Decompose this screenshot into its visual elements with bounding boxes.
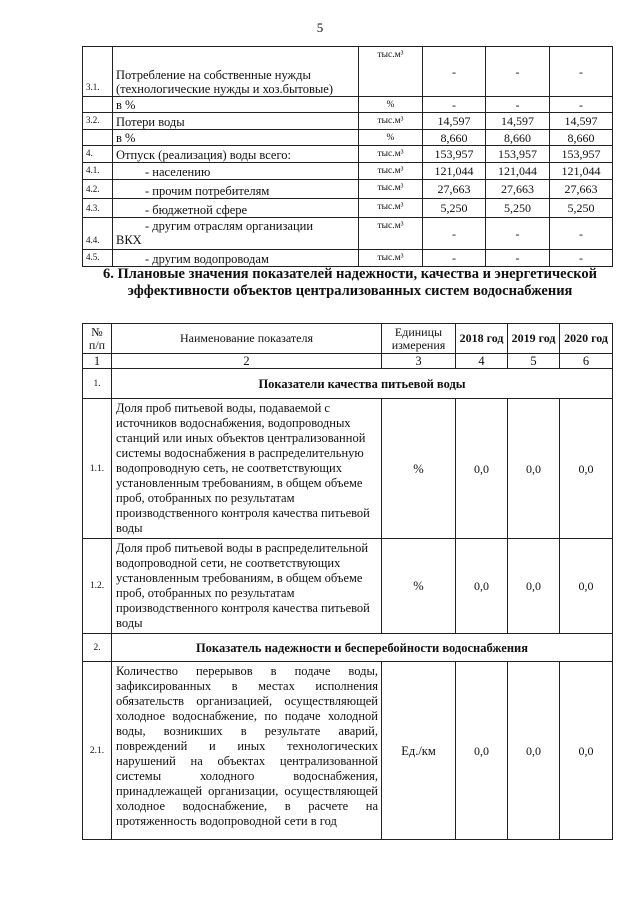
indicator-unit: % xyxy=(382,399,456,539)
value-2019: - xyxy=(486,97,550,113)
value-2019: - xyxy=(486,218,550,250)
row-number: 1.2. xyxy=(83,539,112,634)
header-2019: 2019 год xyxy=(508,324,560,354)
indicator-description: Доля проб питьевой воды в распределительной водопроводной сети, не соответствующих установленным требованиям, в общем объеме проб, отобранных по результатам производственного контроля качества питьевой воды xyxy=(112,539,382,634)
row-name: - населению xyxy=(113,163,359,180)
value-2020: 14,597 xyxy=(550,113,613,130)
header-num: № п/п xyxy=(83,324,112,354)
table-row xyxy=(83,399,613,539)
row-unit: тыс.м³ xyxy=(359,113,423,130)
section-row xyxy=(83,369,613,399)
row-name xyxy=(113,218,359,250)
value-2020: - xyxy=(550,218,613,250)
row-unit: тыс.м³ xyxy=(359,180,423,199)
value-2018: 5,250 xyxy=(423,199,486,218)
value-2018: - xyxy=(423,47,486,97)
row-number: 4.2. xyxy=(83,180,113,199)
value-2019: 5,250 xyxy=(486,199,550,218)
row-number: 4.3. xyxy=(83,199,113,218)
row-number: 2.1. xyxy=(83,662,112,840)
value-2018: 153,957 xyxy=(423,146,486,163)
row-unit: тыс.м³ xyxy=(359,47,423,97)
row-number: 4.1. xyxy=(83,163,113,180)
value-2020: 0,0 xyxy=(560,399,613,539)
table-row xyxy=(83,662,613,840)
col-number: 3 xyxy=(382,354,456,369)
header-2018: 2018 год xyxy=(456,324,508,354)
table-row xyxy=(83,180,613,199)
column-numbers-row xyxy=(83,354,613,369)
value-2020: 121,044 xyxy=(550,163,613,180)
header-name: Наименование показателя xyxy=(112,324,382,354)
row-unit: тыс.м³ xyxy=(359,250,423,267)
value-2020: 8,660 xyxy=(550,130,613,146)
value-2019: 27,663 xyxy=(486,180,550,199)
indicators-table xyxy=(82,323,613,840)
value-2020: - xyxy=(550,250,613,267)
value-2020: - xyxy=(550,97,613,113)
table-row xyxy=(83,163,613,180)
water-balance-table xyxy=(82,46,613,267)
row-name: в % xyxy=(113,97,359,113)
page-number: 5 xyxy=(316,20,324,35)
row-name: - другим водопроводам xyxy=(113,250,359,267)
row-name: Отпуск (реализация) воды всего: xyxy=(113,146,359,163)
row-number: 4.5. xyxy=(83,250,113,267)
section-title: 6. Плановые значения показателей надежности, качества и энергетической эффективности объектов централизованных систем водоснабжения xyxy=(103,266,597,299)
value-2019: 14,597 xyxy=(486,113,550,130)
row-number: 1.1. xyxy=(83,399,112,539)
value-2019: 0,0 xyxy=(508,662,560,840)
value-2018: - xyxy=(423,218,486,250)
value-2018: 14,597 xyxy=(423,113,486,130)
row-name: - прочим потребителям xyxy=(113,180,359,199)
row-number xyxy=(83,97,113,113)
section-heading: Показатели качества питьевой воды xyxy=(112,369,613,399)
col-number: 2 xyxy=(112,354,382,369)
table-row xyxy=(83,539,613,634)
indicator-unit: % xyxy=(382,539,456,634)
indicator-unit: Ед./км xyxy=(382,662,456,840)
row-name-line2: ВКХ xyxy=(116,233,142,247)
value-2019: 153,957 xyxy=(486,146,550,163)
value-2018: 0,0 xyxy=(456,539,508,634)
table-row xyxy=(83,146,613,163)
table-row xyxy=(83,199,613,218)
section-number: 1. xyxy=(83,369,112,399)
value-2019: - xyxy=(486,47,550,97)
table-row xyxy=(83,218,613,250)
row-unit: тыс.м³ xyxy=(359,199,423,218)
value-2020: 0,0 xyxy=(560,662,613,840)
row-number: 3.2. xyxy=(83,113,113,130)
row-unit: тыс.м³ xyxy=(359,163,423,180)
col-number: 6 xyxy=(560,354,613,369)
header-unit: Единицы измерения xyxy=(382,324,456,354)
section-number: 2. xyxy=(83,634,112,662)
header-2020: 2020 год xyxy=(560,324,613,354)
section-heading: Показатель надежности и бесперебойности водоснабжения xyxy=(112,634,613,662)
col-number: 1 xyxy=(83,354,112,369)
row-number: 3.1. xyxy=(83,47,113,97)
table-row xyxy=(83,47,613,97)
col-number: 4 xyxy=(456,354,508,369)
col-number: 5 xyxy=(508,354,560,369)
indicator-description: Количество перерывов в подаче воды, зафиксированных в местах исполнения обязательств организацией, осуществляющей холодное водоснабжение, по подаче холодной воды, возникших в результате аварий, повреждений и иных технологических нарушений на объектах централизованной системы холодного водоснабжения, принадлежащей организации, осуществляющей холодное водоснабжение, в расчете на протяженность водопроводной сети в год xyxy=(112,662,382,840)
value-2019: 0,0 xyxy=(508,539,560,634)
value-2018: 8,660 xyxy=(423,130,486,146)
row-name: в % xyxy=(113,130,359,146)
row-name-line1: - другим отраслям организации xyxy=(145,219,314,233)
row-name: Потребление на собственные нужды (технологические нужды и хоз.бытовые) xyxy=(113,47,359,97)
value-2018: 0,0 xyxy=(456,399,508,539)
value-2018: 27,663 xyxy=(423,180,486,199)
value-2020: 5,250 xyxy=(550,199,613,218)
indicator-description: Доля проб питьевой воды, подаваемой с источников водоснабжения, водопроводных станций или иных объектов централизованной системы водоснабжения в распределительную водопроводную сеть, не соответствующих установленным требованиям, в общем объеме проб, отобранных по результатам производственного контроля качества питьевой воды xyxy=(112,399,382,539)
table-row xyxy=(83,130,613,146)
value-2019: 0,0 xyxy=(508,399,560,539)
value-2018: - xyxy=(423,97,486,113)
value-2019: 8,660 xyxy=(486,130,550,146)
value-2020: 153,957 xyxy=(550,146,613,163)
row-number xyxy=(83,130,113,146)
value-2018: 121,044 xyxy=(423,163,486,180)
row-number: 4.4. xyxy=(83,218,113,250)
section-row xyxy=(83,634,613,662)
value-2020: 0,0 xyxy=(560,539,613,634)
table-row xyxy=(83,250,613,267)
row-unit: % xyxy=(359,130,423,146)
value-2020: 27,663 xyxy=(550,180,613,199)
row-unit: % xyxy=(359,97,423,113)
row-number: 4. xyxy=(83,146,113,163)
value-2019: - xyxy=(486,250,550,267)
row-unit: тыс.м³ xyxy=(359,146,423,163)
value-2018: - xyxy=(423,250,486,267)
row-name: - бюджетной сфере xyxy=(113,199,359,218)
value-2020: - xyxy=(550,47,613,97)
table-row xyxy=(83,97,613,113)
table-header-row xyxy=(83,324,613,354)
table-row xyxy=(83,113,613,130)
value-2019: 121,044 xyxy=(486,163,550,180)
row-unit: тыс.м³ xyxy=(359,218,423,250)
value-2018: 0,0 xyxy=(456,662,508,840)
row-name: Потери воды xyxy=(113,113,359,130)
